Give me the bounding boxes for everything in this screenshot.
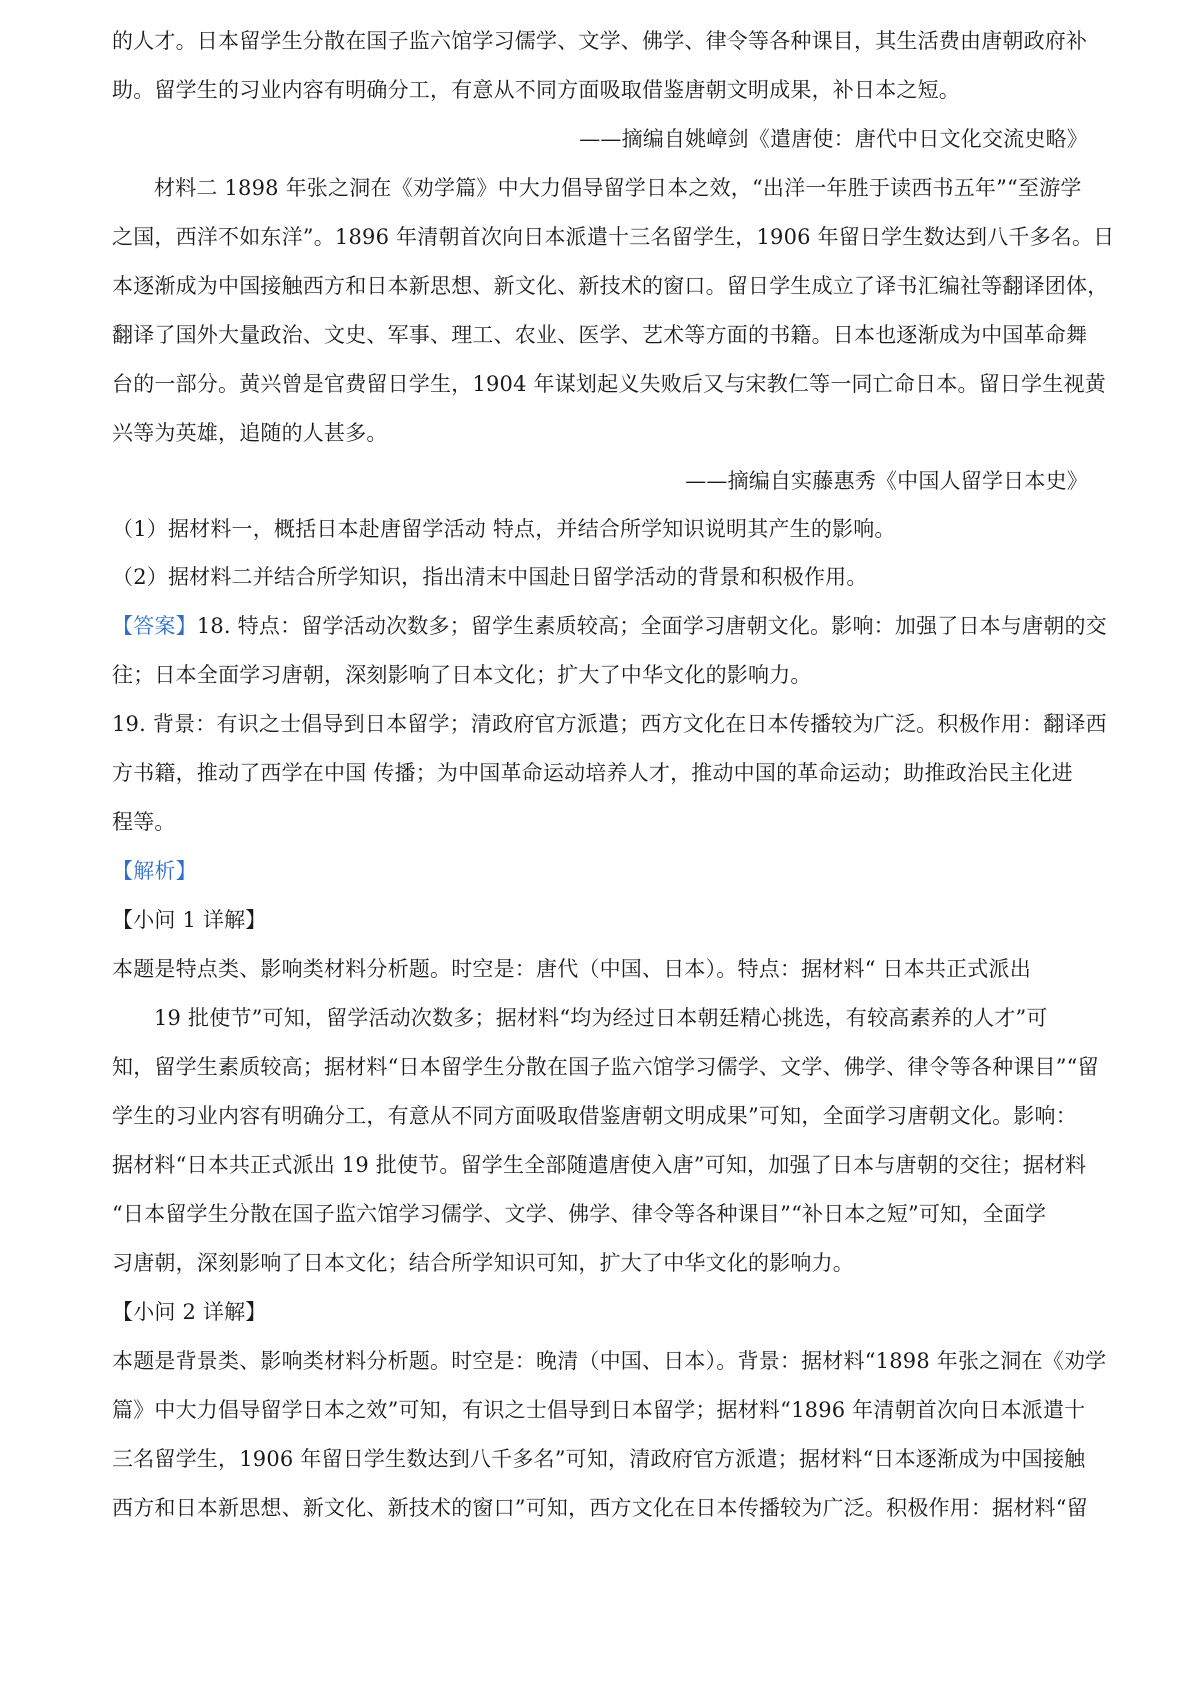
paragraph-line: 据材料“日本共正式派出 19 批使节。留学生全部随遣唐使入唐”可知，加强了日本与唐朝的交往；据材料 — [112, 1153, 1087, 1177]
question-1: （1）据材料一，概括日本赴唐留学活动 特点，并结合所学知识说明其产生的影响。 — [112, 517, 896, 541]
subquestion-heading-1: 【小问 1 详解】 — [112, 908, 267, 932]
paragraph-line: 三名留学生，1906 年留日学生数达到八千多名”可知，清政府官方派遣；据材料“日本逐渐成为中国接触 — [112, 1447, 1086, 1471]
citation-line: ——摘编自实藤惠秀《中国人留学日本史》 — [685, 469, 1088, 493]
paragraph-line: 助。留学生的习业内容有明确分工，有意从不同方面吸取借鉴唐朝文明成果，补日本之短。 — [112, 78, 960, 102]
paragraph-line: 台的一部分。黄兴曾是官费留日学生，1904 年谋划起义失败后又与宋教仁等一同亡命日本。留日学生视黄 — [112, 372, 1106, 396]
paragraph-line: 之国，西洋不如东洋”。1896 年清朝首次向日本派遣十三名留学生，1906 年留日学生数达到八千多名。日 — [112, 225, 1115, 249]
question-2: （2）据材料二并结合所学知识，指出清末中国赴日留学活动的背景和积极作用。 — [112, 565, 868, 589]
paragraph-line: 程等。 — [112, 810, 176, 834]
paragraph-line: 19. 背景：有识之士倡导到日本留学；清政府官方派遣；西方文化在日本传播较为广泛。积极作用：翻译西 — [112, 712, 1107, 736]
subquestion-heading-2: 【小问 2 详解】 — [112, 1300, 267, 1324]
paragraph-line: 往；日本全面学习唐朝，深刻影响了日本文化；扩大了中华文化的影响力。 — [112, 663, 812, 687]
paragraph-line: 方书籍，推动了西学在中国 传播；为中国革命运动培养人才，推动中国的革命运动；助推政治民主化进 — [112, 761, 1073, 785]
paragraph-line: 材料二 1898 年张之洞在《劝学篇》中大力倡导留学日本之效，“出洋一年胜于读西书五年”“至游学 — [154, 176, 1082, 200]
paragraph-line: 本题是背景类、影响类材料分析题。时空是：晚清（中国、日本）。背景：据材料“1898 年张之洞在《劝学 — [112, 1349, 1107, 1373]
answer-label: 【答案】 — [112, 614, 197, 638]
paragraph-line: 习唐朝，深刻影响了日本文化；结合所学知识可知，扩大了中华文化的影响力。 — [112, 1251, 854, 1275]
paragraph-line: 的人才。日本留学生分散在国子监六馆学习儒学、文学、佛学、律令等各种课目，其生活费由唐朝政府补 — [112, 29, 1088, 53]
paragraph-line: 篇》中大力倡导留学日本之效”可知，有识之士倡导到日本留学；据材料“1896 年清朝首次向日本派遣十 — [112, 1398, 1086, 1422]
analysis-label: 【解析】 — [112, 859, 197, 883]
paragraph-line: 兴等为英雄，追随的人甚多。 — [112, 421, 388, 445]
paragraph-line: 知，留学生素质较高；据材料“日本留学生分散在国子监六馆学习儒学、文学、佛学、律令等各种课目”“留 — [112, 1055, 1099, 1079]
answer-text: 18. 特点：留学活动次数多；留学生素质较高；全面学习唐朝文化。影响：加强了日本与唐朝的交 — [196, 614, 1107, 638]
paragraph-line: 西方和日本新思想、新文化、新技术的窗口”可知，西方文化在日本传播较为广泛。积极作用：据材料“留 — [112, 1496, 1088, 1520]
paragraph-line: 翻译了国外大量政治、文史、军事、理工、农业、医学、艺术等方面的书籍。日本也逐渐成为中国革命舞 — [112, 323, 1088, 347]
paragraph-line: 学生的习业内容有明确分工，有意从不同方面吸取借鉴唐朝文明成果”可知，全面学习唐朝文化。影响： — [112, 1104, 1077, 1128]
citation-line: ——摘编自姚嶂剑《遣唐使：唐代中日文化交流史略》 — [579, 127, 1088, 151]
paragraph-line: 19 批使节”可知，留学活动次数多；据材料“均为经过日本朝廷精心挑选，有较高素养的人才”可 — [154, 1006, 1048, 1030]
paragraph-line: “日本留学生分散在国子监六馆学习儒学、文学、佛学、律令等各种课目”“补日本之短”可知，全面学 — [112, 1202, 1047, 1226]
answer-line — [112, 611, 1107, 641]
paragraph-line: 本逐渐成为中国接触西方和日本新思想、新文化、新技术的窗口。留日学生成立了译书汇编社等翻译团体， — [112, 274, 1109, 298]
paragraph-line: 本题是特点类、影响类材料分析题。时空是：唐代（中国、日本）。特点：据材料“ 日本共正式派出 — [112, 957, 1031, 981]
